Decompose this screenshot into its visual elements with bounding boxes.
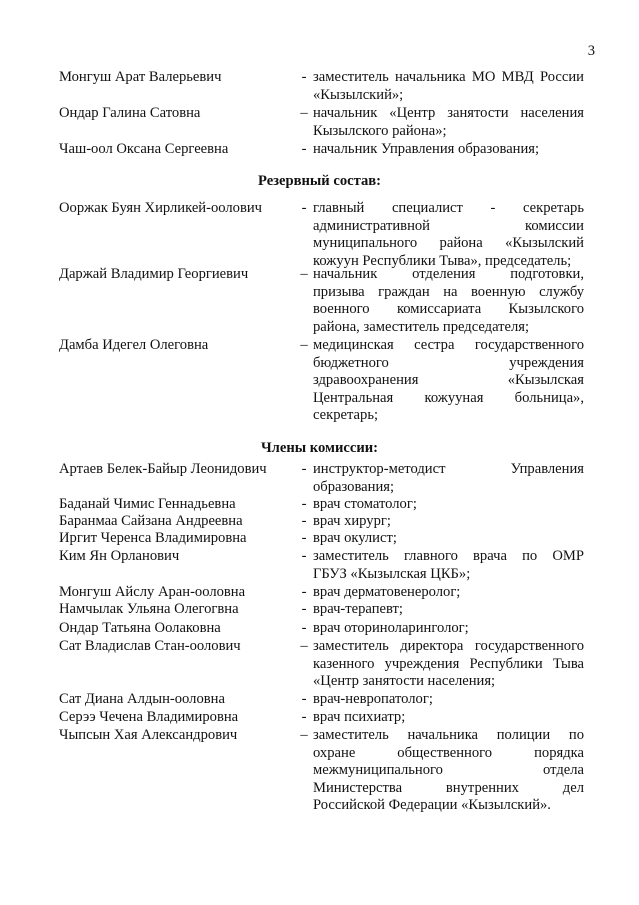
member-name: Монгуш Айслу Аран-ооловна [59,584,246,600]
member-role [313,513,584,531]
member-entry [59,727,584,815]
member-name: Иргит Черенса Владимировна [59,530,247,546]
member-role-line: заместитель начальника полиции по [313,727,584,743]
member-name: Сат Диана Алдын-ооловна [59,691,225,707]
member-role-line: Центральная кожууная больница», [313,389,584,406]
member-role-line: межмуниципального отдела [313,762,584,779]
member-role-line: здравоохранения «Кызылская [313,372,584,389]
member-name: Дамба Идегел Олеговна [59,337,209,353]
member-role-line: медицинская сестра государственного [313,337,584,353]
member-role-line: врач психиатр; [313,709,406,725]
member-name: Монгуш Арат Валерьевич [59,69,222,85]
member-role-line: Российской Федерации «Кызылский». [313,797,551,814]
entry-dash: - [301,584,307,600]
member-role-line: заместитель главного врача по ОМР [313,548,584,564]
member-role-line: врач окулист; [313,530,397,546]
member-role-line: Кызылского района»; [313,122,447,139]
entry-dash: - [301,530,307,546]
member-role [313,620,584,638]
member-role-line: военного комиссариата Кызылского [313,301,584,318]
member-entry [59,601,584,619]
entry-dash: – [300,337,308,353]
member-entry [59,69,584,104]
member-role [313,141,584,159]
entry-dash: - [301,69,307,85]
member-entry [59,141,584,159]
member-role [313,530,584,548]
member-name: Баранмаа Сайзана Андреевна [59,513,243,529]
member-role-line: «Кызылский»; [313,86,404,103]
entry-dash: – [300,266,308,282]
member-role-line: начальник Управления образования; [313,141,540,157]
entry-dash: - [301,141,307,157]
section-heading: Члены комиссии: [260,440,379,456]
member-role-line: муниципального района «Кызылский [313,235,584,252]
member-role-line: врач-невропатолог; [313,691,433,707]
member-role-line: секретарь; [313,407,379,424]
entry-dash: – [300,727,308,743]
member-name: Артаев Белек-Байыр Леонидович [59,461,267,477]
entry-dash: - [301,548,307,564]
entry-dash: – [300,638,308,654]
member-entry [59,266,584,336]
member-name: Ондар Галина Сатовна [59,105,201,121]
entry-dash: - [301,620,307,636]
member-role [313,105,584,140]
member-role-line: Министерства внутренних дел [313,779,584,796]
member-role [313,266,584,336]
member-role [313,727,584,815]
member-entry [59,548,584,583]
member-name: Ким Ян Орланович [59,548,180,564]
member-entry [59,709,584,727]
member-role [313,548,584,583]
member-role-line: образования; [313,478,395,495]
entry-dash: - [301,461,307,477]
section-heading: Резервный состав: [257,173,382,189]
member-role [313,69,584,104]
member-entry [59,513,584,531]
member-entry [59,638,584,691]
member-role-line: инструктор-методист Управления [313,461,584,477]
entry-dash: - [301,200,307,216]
entry-dash: – [300,105,308,121]
member-name: Даржай Владимир Георгиевич [59,266,249,282]
member-role-line: бюджетного учреждения [313,354,584,371]
entry-dash: - [301,691,307,707]
member-name: Сат Владислав Стан-оолович [59,638,241,654]
member-role [313,691,584,709]
member-name: Ондар Татьяна Оолаковна [59,620,221,636]
member-role-line: врач стоматолог; [313,496,417,512]
member-role-line: района, заместитель председателя; [313,318,530,335]
entry-dash: - [301,496,307,512]
member-entry [59,105,584,140]
member-role-line: казенного учреждения Республики Тыва [313,655,584,672]
member-role-line: врач оториноларинголог; [313,620,469,636]
member-role [313,709,584,727]
member-name: Намчылак Ульяна Олегогвна [59,601,239,617]
member-role-line: кожуун Республики Тыва», председатель; [313,252,572,269]
member-role-line: «Центр занятости населения; [313,673,496,690]
member-role-line: врач дерматовенеролог; [313,584,461,600]
member-role-line: административной комиссии [313,217,584,234]
entry-dash: - [301,709,307,725]
page-number: 3 [587,43,595,59]
member-name: Ооржак Буян Хирликей-оолович [59,200,262,216]
member-entry [59,496,584,514]
member-role [313,584,584,602]
member-role-line: врач хирург; [313,513,391,529]
member-entry [59,200,584,270]
entry-dash: - [301,601,307,617]
member-role-line: призыва граждан на военную службу [313,283,584,300]
member-role [313,200,584,270]
member-entry [59,337,584,425]
member-entry [59,691,584,709]
entry-dash: - [301,513,307,529]
member-role [313,337,584,425]
member-name: Чыпсын Хая Александрович [59,727,238,743]
member-entry [59,584,584,602]
member-role-line: ГБУЗ «Кызылская ЦКБ»; [313,565,471,582]
member-entry [59,461,584,496]
member-name: Чаш-оол Оксана Сергеевна [59,141,229,157]
member-role-line: начальник отделения подготовки, [313,266,584,282]
member-role-line: начальник «Центр занятости населения [313,105,584,121]
member-entry [59,620,584,638]
member-role-line: охране общественного порядка [313,744,584,761]
member-role-line: заместитель директора государственного [313,638,584,654]
member-name: Баданай Чимис Геннадьевна [59,496,236,512]
member-role-line: заместитель начальника МО МВД России [313,69,584,85]
member-role-line: врач-терапевт; [313,601,403,617]
member-role [313,461,584,496]
member-name: Серээ Чечена Владимировна [59,709,239,725]
member-role [313,638,584,691]
member-entry [59,530,584,548]
member-role [313,601,584,619]
member-role-line: главный специалист - секретарь [313,200,584,216]
member-role [313,496,584,514]
